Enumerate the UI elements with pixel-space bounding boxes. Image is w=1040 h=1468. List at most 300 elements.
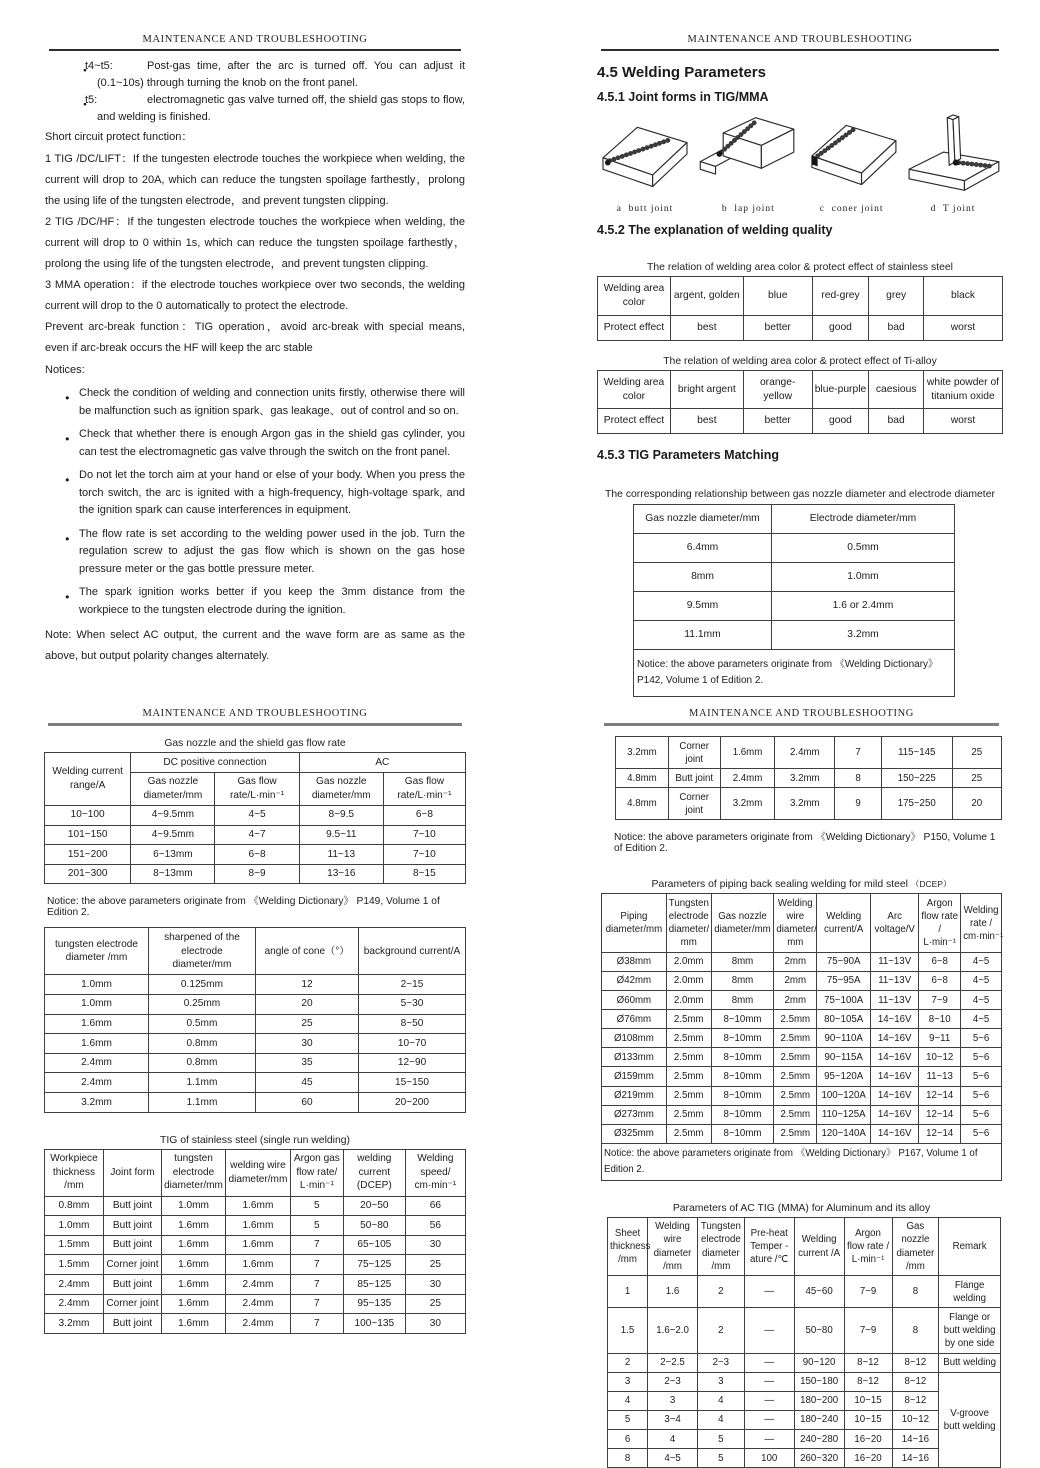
table-cell: 0.5mm [148, 1014, 255, 1034]
table-row [45, 975, 466, 995]
table-cell: 3.2mm [775, 769, 835, 788]
table-cell: 8~12 [892, 1353, 939, 1372]
table-row [608, 1353, 1001, 1372]
table-cell: bad [869, 409, 924, 434]
table-cell: 35 [255, 1053, 358, 1073]
table-cell: 1.6mm [162, 1255, 226, 1275]
table-cell: 11~13V [871, 952, 919, 971]
table-cell: 13~16 [299, 864, 383, 884]
table-cell: 11~13V [871, 971, 919, 990]
table-cell: 4~9.5mm [131, 805, 215, 825]
table-cell: Butt joint [103, 1235, 161, 1255]
table-cell: Argon flow rate / L·min⁻¹ [844, 1217, 892, 1275]
section-4-5-title: 4.5 Welding Parameters [597, 64, 766, 81]
table-row [602, 1048, 1002, 1067]
page-top-right [597, 34, 1003, 697]
table-cell: welding wire diameter/mm [226, 1149, 291, 1196]
table-cell: 2.5mm [666, 1124, 711, 1143]
table-cell: welding current (DCEP) [343, 1149, 405, 1196]
table-cell: 2.4mm [226, 1294, 291, 1314]
table-cell: 5 [290, 1216, 343, 1236]
table-cell: 16~20 [844, 1430, 892, 1449]
table-row [598, 277, 1003, 316]
table-cell: 1.5mm [45, 1255, 104, 1275]
table-cell: 6~8 [919, 971, 961, 990]
table-cell: 1.6mm [226, 1255, 291, 1275]
table-cell: 4~5 [961, 1010, 1002, 1029]
table-row [634, 620, 955, 649]
table-cell: Remark [939, 1217, 1001, 1275]
table-cell: 8 [892, 1308, 939, 1353]
table-cell: 14~16 [892, 1449, 939, 1468]
table-cell: 5 [290, 1196, 343, 1216]
corner-joint-drawing [804, 112, 900, 196]
table-cell: 8mm [711, 971, 774, 990]
table-cell: 12~14 [919, 1124, 961, 1143]
table-cell: 8~12 [844, 1353, 892, 1372]
table-cell: 8mm [634, 563, 772, 592]
table-cell: 8mm [711, 952, 774, 971]
lap-joint-figure [696, 112, 800, 214]
table-row [45, 1073, 466, 1093]
table-cell: better [743, 409, 812, 434]
table-cell: orange-yellow [743, 370, 812, 409]
table-row [45, 1196, 466, 1216]
table-cell: 5~6 [961, 1086, 1002, 1105]
table-row [602, 1029, 1002, 1048]
table-cell: 1.0mm [45, 994, 149, 1014]
table-row [45, 928, 466, 975]
table-cell: 11~13 [919, 1067, 961, 1086]
table-cell: 45~60 [794, 1276, 844, 1308]
table-cell: 8~10mm [711, 1048, 774, 1067]
table-cell: 85~125 [343, 1275, 405, 1295]
table-cell: background current/A [359, 928, 466, 975]
table-cell: 3 [608, 1372, 648, 1391]
table-cell: 1.1mm [148, 1073, 255, 1093]
table-cell: 2.5mm [666, 1105, 711, 1124]
table-row [602, 971, 1002, 990]
nozzle-electrode-table-title: The corresponding relationship between gas nozzle diameter and electrode diameter [605, 489, 995, 501]
table-cell: bright argent [670, 370, 743, 409]
table-cell: 2.5mm [666, 1048, 711, 1067]
table-cell: 2.5mm [774, 1124, 817, 1143]
corner-joint-label: c coner joint [819, 204, 884, 214]
table-cell: Butt joint [103, 1314, 161, 1334]
table-row [602, 1105, 1002, 1124]
table-cell: red-grey [812, 277, 869, 316]
table-row [602, 1067, 1002, 1086]
table-cell: 5~6 [961, 1067, 1002, 1086]
table-row [45, 1294, 466, 1314]
table-cell: Welding wire diameter/ mm [774, 894, 817, 952]
table-cell: good [812, 315, 869, 340]
table-cell: 2.5mm [774, 1029, 817, 1048]
table-cell: 0.8mm [148, 1034, 255, 1054]
table-cell: 1.6mm [45, 1034, 149, 1054]
table-cell: caesious [869, 370, 924, 409]
table-cell: 8 [835, 769, 882, 788]
table-cell: 150~225 [881, 769, 952, 788]
table-cell: blue-purple [812, 370, 869, 409]
table-row [608, 1276, 1001, 1308]
table-row [634, 592, 955, 621]
table-cell: 120~140A [817, 1124, 871, 1143]
table-cell: Butt joint [103, 1275, 161, 1295]
notice-item: ● Do not let the torch aim at your hand or else of your body. When you press the torch switch, the arc is ignited with a high-frequency, high-voltage spark, and the ignition spark can cause interferences in equipment. [45, 467, 465, 520]
table-row [45, 805, 466, 825]
table-cell: Welding current range/A [45, 753, 131, 806]
table-cell: Corner joint [668, 737, 720, 769]
table-cell: 3.2mm [720, 788, 775, 820]
table-cell: 2~3 [697, 1353, 744, 1372]
table-cell: 151~200 [45, 845, 131, 865]
table-cell: 0.5mm [772, 534, 955, 563]
table-cell: 8~12 [892, 1391, 939, 1410]
table-cell: 201~300 [45, 864, 131, 884]
table-cell: 7~10 [383, 845, 465, 865]
table-cell: 10~12 [919, 1048, 961, 1067]
table-cell: 2.0mm [666, 952, 711, 971]
table-cell: 1.0mm [162, 1196, 226, 1216]
table-cell: — [744, 1372, 794, 1391]
notice-item: ● Check the condition of welding and connection units firstly, otherwise there will be malfunction such as ignition spark、gas leakage、out of control and so on. [45, 385, 465, 420]
table-cell: tungsten electrode diameter /mm [45, 928, 149, 975]
table-row [634, 563, 955, 592]
table-cell: 100 [744, 1449, 794, 1468]
table-cell: 3.2mm [772, 620, 955, 649]
table-cell: Welding rate / cm·min⁻¹ [961, 894, 1002, 952]
table-cell: 2.4mm [45, 1275, 104, 1295]
table-cell: 1.5 [608, 1308, 648, 1353]
table-row [45, 864, 466, 884]
tig-stainless-continuation-table [615, 736, 1002, 820]
piping-back-sealing-table [601, 893, 1002, 1180]
table-cell: 90~110A [817, 1029, 871, 1048]
timing-label: t5: [85, 94, 98, 106]
table-cell: 100~120A [817, 1086, 871, 1105]
table-cell: 56 [405, 1216, 465, 1236]
table-cell: 25 [952, 737, 1001, 769]
table-cell: 8~10mm [711, 1067, 774, 1086]
table-cell: 0.25mm [148, 994, 255, 1014]
table-cell: 2~15 [359, 975, 466, 995]
table-cell: Butt joint [668, 769, 720, 788]
notice-item: ● The spark ignition works better if you keep the 3mm distance from the workpiece to the tungsten electrode during the ignition. [45, 584, 465, 619]
table-cell: 8~12 [844, 1372, 892, 1391]
table-cell: 6~8 [919, 952, 961, 971]
table-cell: 3 [697, 1372, 744, 1391]
table-cell: Ø38mm [602, 952, 667, 971]
table-row [45, 1014, 466, 1034]
table-cell: 90~120 [794, 1353, 844, 1372]
table-cell: 15~150 [359, 1073, 466, 1093]
notice-item: ● The flow rate is set according to the welding power used in the job. Turn the regulation screw to adjust the gas flow which is shown on the gas hose pressure meter or the gas bottle pressure meter. [45, 526, 465, 579]
table-cell: 2.5mm [774, 1067, 817, 1086]
table-row [45, 1093, 466, 1113]
table-cell: 10~15 [844, 1410, 892, 1429]
table-cell: 4 [697, 1391, 744, 1410]
table-cell: Notice: the above parameters originate from 《Welding Dictionary》 P167, Volume 1 of Edition 2. [602, 1143, 1002, 1180]
table-cell: blue [743, 277, 812, 316]
timing-bullet-t4-t5 [45, 58, 465, 92]
table-cell: 4~9.5mm [131, 825, 215, 845]
table-cell: 0.8mm [148, 1053, 255, 1073]
table-cell: 8~9.5 [299, 805, 383, 825]
table-cell: Corner joint [103, 1255, 161, 1275]
table-cell: 4~5 [961, 952, 1002, 971]
table-row [602, 991, 1002, 1010]
table-cell: Argon gas flow rate/ L·min⁻¹ [290, 1149, 343, 1196]
table-cell: 8mm [711, 991, 774, 1010]
page1-content [45, 58, 465, 667]
table-cell: 1.6 [648, 1276, 698, 1308]
table-cell: 2.0mm [666, 991, 711, 1010]
table-cell: best [670, 315, 743, 340]
table-cell: 2.4mm [45, 1053, 149, 1073]
table-cell: 75~125 [343, 1255, 405, 1275]
tig-stainless-table-title: TIG of stainless steel (single run welding) [160, 1134, 350, 1146]
table-cell: 2mm [774, 991, 817, 1010]
table-cell: 3 [648, 1391, 698, 1410]
table-cell: grey [869, 277, 924, 316]
table-cell: 7 [290, 1275, 343, 1295]
table-cell: 75~100A [817, 991, 871, 1010]
table-cell: 95~120A [817, 1067, 871, 1086]
table-cell: 2 [697, 1308, 744, 1353]
table-cell: 2.5mm [666, 1067, 711, 1086]
table-cell: 100~135 [343, 1314, 405, 1334]
table-cell: 150~180 [794, 1372, 844, 1391]
piping-table-title: Parameters of piping back sealing welding for mild steel （DCEP） [651, 879, 952, 891]
table-cell: Ø42mm [602, 971, 667, 990]
table-row [602, 1086, 1002, 1105]
lap-joint-label: b lap joint [721, 204, 775, 214]
page-header: MAINTENANCE AND TROUBLESHOOTING [601, 34, 999, 51]
table-cell: 8~10mm [711, 1124, 774, 1143]
table-cell: Tungsten electrode diameter/ mm [666, 894, 711, 952]
stainless-relation-table [597, 276, 1003, 341]
table-cell: Joint form [103, 1149, 161, 1196]
table-row [602, 1124, 1002, 1143]
table-cell: 4~5 [961, 991, 1002, 1010]
table-cell: — [744, 1410, 794, 1429]
table-row [616, 737, 1002, 769]
table-cell: 12~14 [919, 1105, 961, 1124]
corner-joint-figure [804, 112, 900, 214]
table-cell: 7~9 [844, 1308, 892, 1353]
table-cell: Ø76mm [602, 1010, 667, 1029]
table-cell: Butt joint [103, 1216, 161, 1236]
table-cell: — [744, 1353, 794, 1372]
table-cell: 2.5mm [666, 1029, 711, 1048]
table-row [616, 788, 1002, 820]
table-cell: 4.8mm [616, 769, 669, 788]
table-cell: 4.8mm [616, 788, 669, 820]
table-cell: 2mm [774, 971, 817, 990]
table-cell: 4 [608, 1391, 648, 1410]
table-cell: 30 [405, 1275, 465, 1295]
section-4-5-2-title: 4.5.2 The explanation of welding quality [597, 223, 833, 237]
table-cell: Butt joint [103, 1196, 161, 1216]
table-cell: Flange or butt welding by one side [939, 1308, 1001, 1353]
table-cell: 20 [255, 994, 358, 1014]
table-cell: 25 [405, 1255, 465, 1275]
gas-flow-table-title: Gas nozzle and the shield gas flow rate [164, 738, 346, 749]
table-cell: 5~6 [961, 1105, 1002, 1124]
table-cell: — [744, 1308, 794, 1353]
tig-dc-lift-paragraph: 1 TIG /DC/LIFT：If the tungesten electrode touches the workpiece when welding, the current will drop to 20A, which can reduce the tungsten spoilage farthestly，prolong the using life of the tungsten electrode，and prevent tungsten clipping. [45, 153, 465, 207]
table-cell: 5 [608, 1410, 648, 1429]
table-cell: 2mm [774, 952, 817, 971]
table-row [598, 409, 1003, 434]
table-cell: DC positive connection [131, 753, 299, 773]
table-cell: 6~8 [383, 805, 465, 825]
table-cell: 5~6 [961, 1029, 1002, 1048]
table-cell: 7 [835, 737, 882, 769]
table-row [602, 952, 1002, 971]
table-cell: Workpiece thickness /mm [45, 1149, 104, 1196]
table-cell: 2.4mm [720, 769, 775, 788]
table-cell: Piping diameter/mm [602, 894, 667, 952]
butt-joint-figure [597, 112, 693, 214]
table-cell: Pre-heat Temper -ature /℃ [744, 1217, 794, 1275]
table-cell: 25 [952, 769, 1001, 788]
table-cell: 11.1mm [634, 620, 772, 649]
timing-label: t4~t5: [85, 60, 113, 72]
table-row [45, 1053, 466, 1073]
table-cell: 1.6mm [45, 1014, 149, 1034]
table-row [634, 649, 955, 696]
table-cell: — [744, 1276, 794, 1308]
piping-title-suffix: （DCEP） [910, 879, 952, 890]
table-cell: 2 [697, 1276, 744, 1308]
table-cell: Argon flow rate / L·min⁻¹ [919, 894, 961, 952]
table-cell: 14~16V [871, 1124, 919, 1143]
table-cell: 9~11 [919, 1029, 961, 1048]
table-cell: 4~5 [215, 805, 299, 825]
table-cell: 2~2.5 [648, 1353, 698, 1372]
table-cell: 1.6mm [226, 1196, 291, 1216]
table-cell: 8~13mm [131, 864, 215, 884]
table-cell: 8~10mm [711, 1086, 774, 1105]
table-cell: 16~20 [844, 1449, 892, 1468]
table-cell: 14~16V [871, 1105, 919, 1124]
table-cell: 5 [697, 1449, 744, 1468]
table-cell: 1.6mm [162, 1235, 226, 1255]
table-cell: 50~80 [794, 1308, 844, 1353]
table-cell: 1.6mm [162, 1275, 226, 1295]
table-cell: Arc voltage/V [871, 894, 919, 952]
table-cell: 1.6mm [226, 1216, 291, 1236]
table-cell: 60 [255, 1093, 358, 1113]
table-cell: 8~9 [215, 864, 299, 884]
table-cell: angle of cone（°） [255, 928, 358, 975]
table-cell: 25 [255, 1014, 358, 1034]
table-cell: — [744, 1430, 794, 1449]
t-joint-label: d T joint [930, 204, 976, 214]
table-cell: 2.5mm [774, 1105, 817, 1124]
table-cell: 180~200 [794, 1391, 844, 1410]
table-cell: Gas nozzle diameter/mm [711, 894, 774, 952]
timing-text: Post-gas time, after the arc is turned off. You can adjust it (0.1~10s) through turning the knob on the front panel. [97, 60, 465, 89]
table-cell: 4~5 [648, 1449, 698, 1468]
table-cell: 2.5mm [666, 1010, 711, 1029]
table-cell: 7 [290, 1255, 343, 1275]
table-cell: 20~200 [359, 1093, 466, 1113]
table-cell: 3~4 [648, 1410, 698, 1429]
table-cell: 10~15 [844, 1391, 892, 1410]
table-cell: Welding current /A [794, 1217, 844, 1275]
table-cell: 14~16V [871, 1086, 919, 1105]
table-cell: 7~9 [919, 991, 961, 1010]
table-cell: 1.6 or 2.4mm [772, 592, 955, 621]
table-cell: Ø273mm [602, 1105, 667, 1124]
table-cell: tungsten electrode diameter/mm [162, 1149, 226, 1196]
page-header: MAINTENANCE AND TROUBLESHOOTING [48, 708, 462, 726]
table-row [634, 534, 955, 563]
table-cell: 11~13V [871, 991, 919, 1010]
table-cell: 7~9 [844, 1276, 892, 1308]
table-cell: 8~12 [892, 1372, 939, 1391]
table-cell: 260~320 [794, 1449, 844, 1468]
table-row [598, 370, 1003, 409]
table-cell: 2~3 [648, 1372, 698, 1391]
table-cell: Butt welding [939, 1353, 1001, 1372]
table-cell: 2.4mm [45, 1294, 104, 1314]
tig-stainless-table [44, 1149, 466, 1334]
table-cell: 4 [648, 1430, 698, 1449]
table-row [602, 1010, 1002, 1029]
tungsten-electrode-table [44, 927, 466, 1112]
table-cell: Ø60mm [602, 991, 667, 1010]
table-cell: worst [923, 409, 1002, 434]
table-cell: Notice: the above parameters originate from 《Welding Dictionary》 P142, Volume 1 of Edition 2. [634, 649, 955, 696]
short-circuit-heading: Short circuit protect function： [45, 131, 193, 143]
table-cell: 9.5~11 [299, 825, 383, 845]
table-row [602, 1143, 1002, 1180]
table-cell: 30 [405, 1235, 465, 1255]
joint-forms-figures [597, 112, 1003, 214]
table-cell: Welding current/A [817, 894, 871, 952]
table-cell: good [812, 409, 869, 434]
table-cell: 4~7 [215, 825, 299, 845]
table-cell: 7 [290, 1235, 343, 1255]
table-row [634, 505, 955, 534]
table-cell: 11~13 [299, 845, 383, 865]
ac-output-note: Note: When select AC output, the current and the wave form are as same as the above, but output polarity changes alternately. [45, 629, 465, 662]
table-cell: 65~105 [343, 1235, 405, 1255]
table-cell: 8 [892, 1276, 939, 1308]
page-bottom-left [44, 708, 466, 1334]
notices-heading: Notices: [45, 364, 85, 376]
table-cell: 3.2mm [775, 788, 835, 820]
table-cell: Protect effect [598, 315, 671, 340]
table-row [45, 1314, 466, 1334]
table-cell: 1.1mm [148, 1093, 255, 1113]
table-cell: 240~280 [794, 1430, 844, 1449]
table-cell: Ø108mm [602, 1029, 667, 1048]
table-cell: 8~50 [359, 1014, 466, 1034]
table-cell: argent, golden [670, 277, 743, 316]
table-cell: 75~90A [817, 952, 871, 971]
table-cell: 5~6 [961, 1048, 1002, 1067]
table-cell: 2 [608, 1353, 648, 1372]
table-row [616, 769, 1002, 788]
table-cell: 14~16V [871, 1010, 919, 1029]
table-cell: 14~16V [871, 1048, 919, 1067]
table-cell: 4 [697, 1410, 744, 1429]
